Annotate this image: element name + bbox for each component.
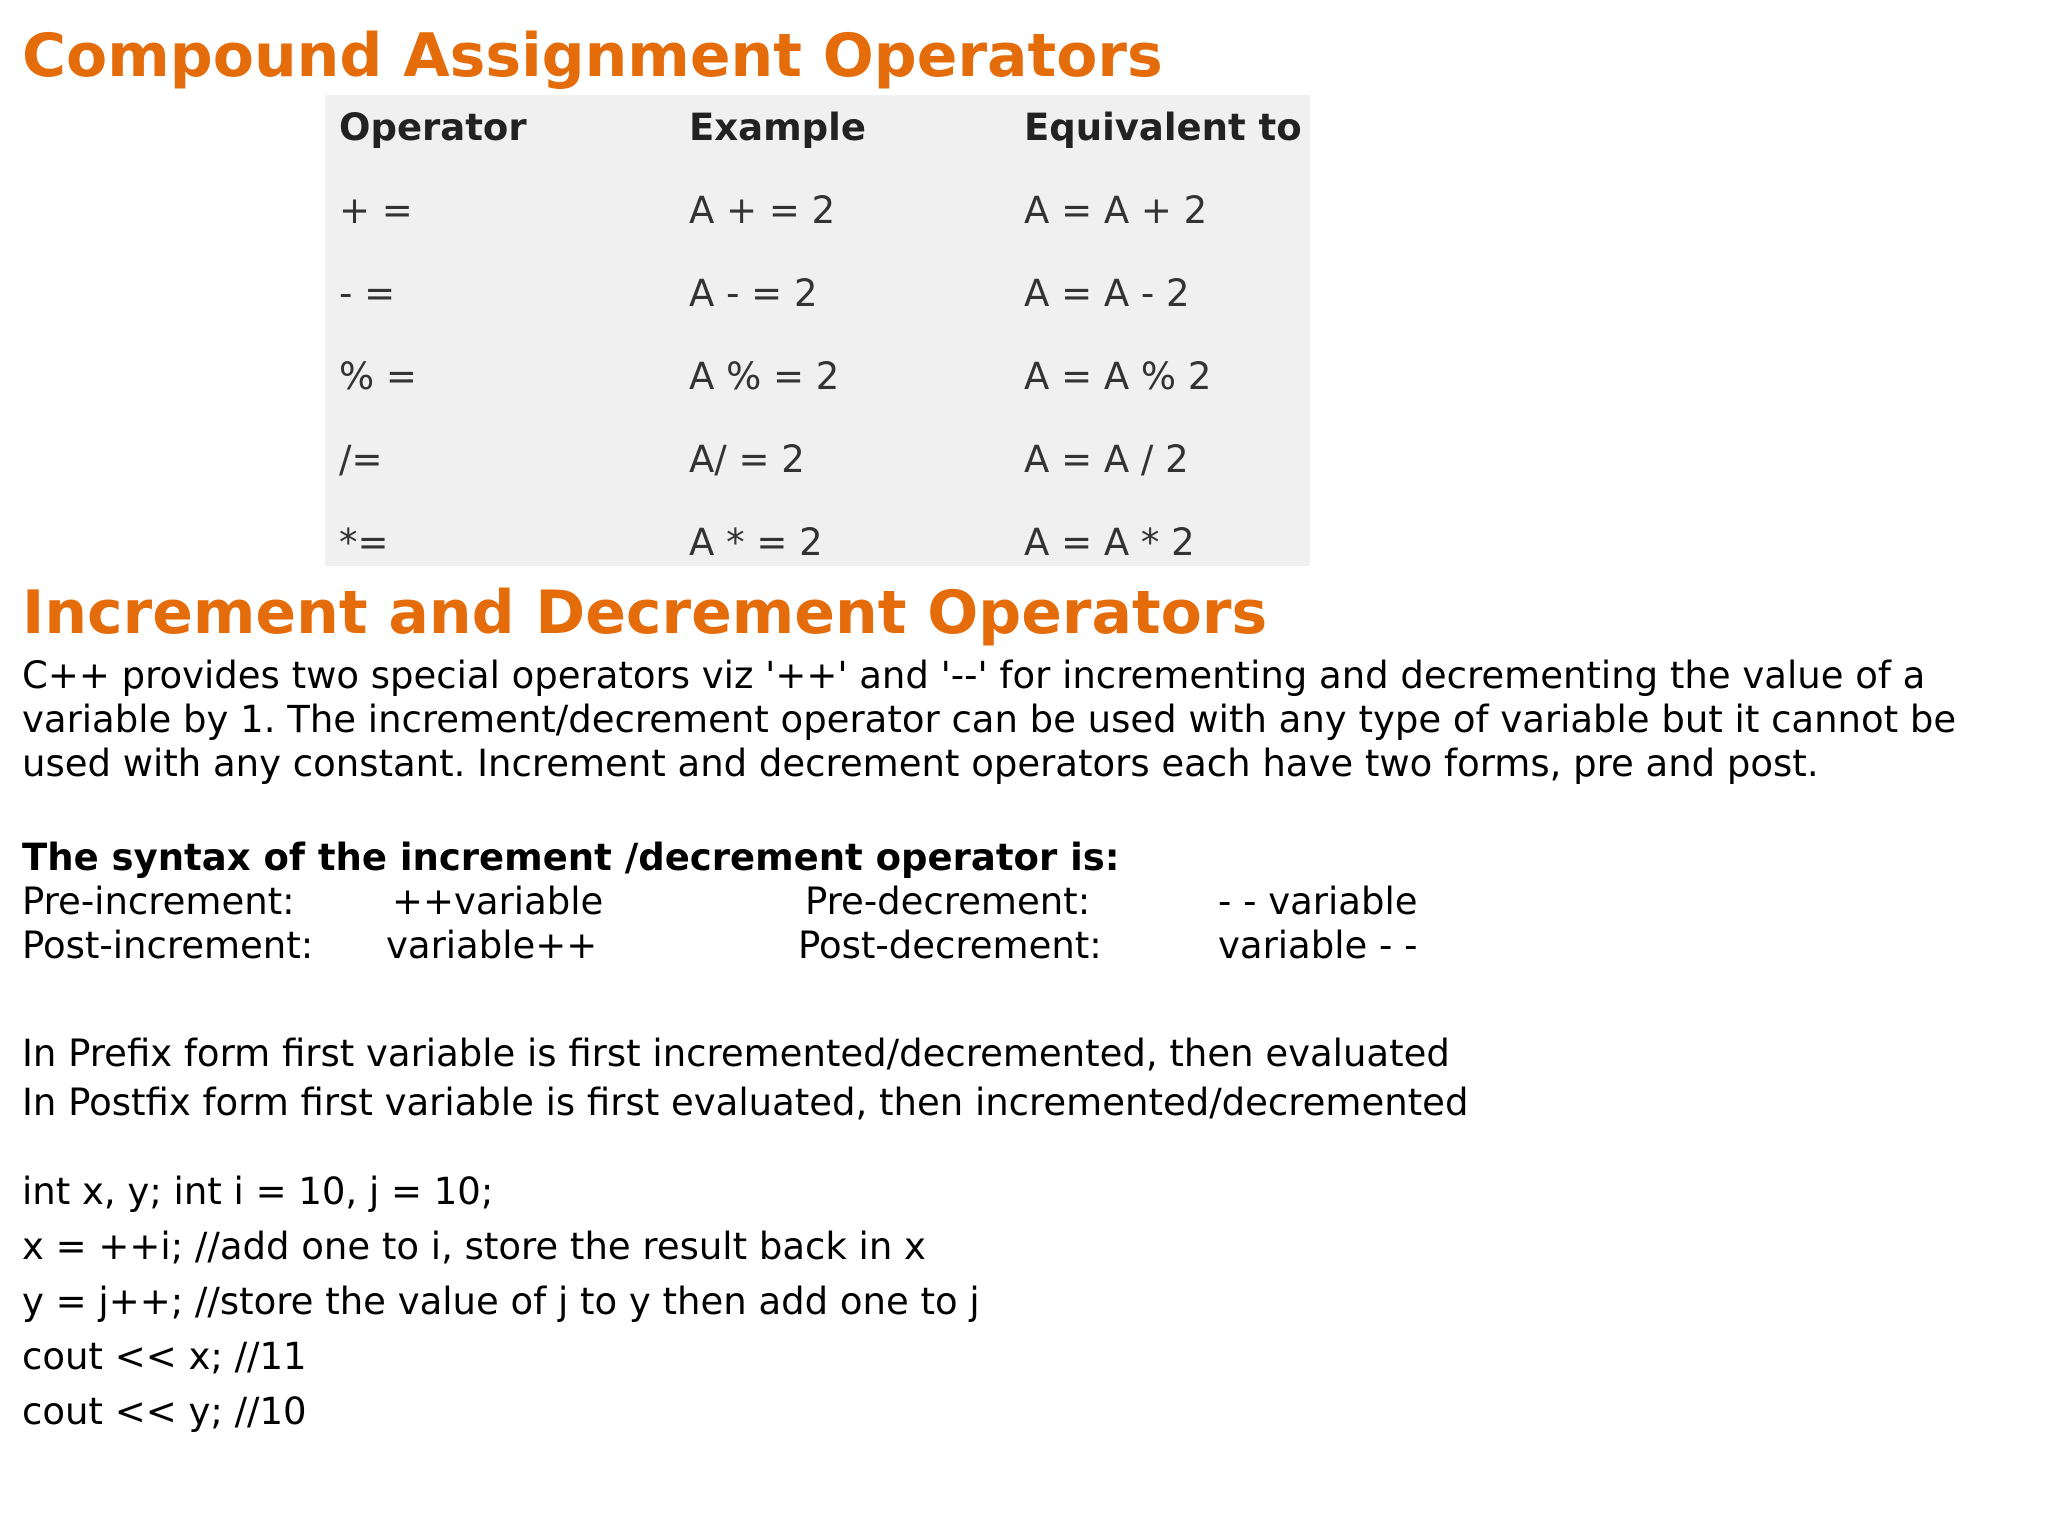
post-decrement-value: variable - - bbox=[1218, 924, 1418, 967]
table-header-example: Example bbox=[689, 106, 866, 149]
code-line: cout << x; //11 bbox=[22, 1335, 307, 1378]
table-header-operator: Operator bbox=[339, 106, 527, 149]
table-cell: + = bbox=[339, 189, 413, 232]
table-cell: A = A - 2 bbox=[1024, 272, 1190, 315]
pre-decrement-label: Pre-decrement: bbox=[805, 880, 1091, 923]
table-cell: /= bbox=[339, 438, 383, 481]
operator-table bbox=[325, 95, 1310, 566]
post-decrement-label: Post-decrement: bbox=[798, 924, 1102, 967]
increment-heading: Increment and Decrement Operators bbox=[22, 578, 1268, 648]
table-cell: - = bbox=[339, 272, 396, 315]
postfix-note: In Postfix form first variable is first evaluated, then incremented/decremented bbox=[22, 1081, 1469, 1124]
pre-decrement-value: - - variable bbox=[1218, 880, 1418, 923]
table-cell: % = bbox=[339, 355, 417, 398]
pre-increment-label: Pre-increment: bbox=[22, 880, 295, 923]
table-cell: A/ = 2 bbox=[689, 438, 805, 481]
table-cell: A - = 2 bbox=[689, 272, 818, 315]
prefix-note: In Prefix form first variable is first incremented/decremented, then evaluated bbox=[22, 1032, 1450, 1075]
code-line: cout << y; //10 bbox=[22, 1390, 307, 1433]
syntax-title: The syntax of the increment /decrement operator is: bbox=[22, 836, 1120, 879]
post-increment-label: Post-increment: bbox=[22, 924, 314, 967]
code-line: y = j++; //store the value of j to y then add one to j bbox=[22, 1280, 980, 1323]
intro-paragraph: C++ provides two special operators viz '++' and '--' for incrementing and decrementing the value of a variable by 1. The increment/decrement operator can be used with any type of variable but it cannot be used with any constant. Increment and decrement operators each have two forms, pre and post. bbox=[22, 654, 1957, 785]
table-cell: A + = 2 bbox=[689, 189, 836, 232]
table-cell: A = A % 2 bbox=[1024, 355, 1212, 398]
table-cell: A = A + 2 bbox=[1024, 189, 1208, 232]
table-cell: *= bbox=[339, 521, 389, 564]
post-increment-value: variable++ bbox=[386, 924, 598, 967]
code-line: int x, y; int i = 10, j = 10; bbox=[22, 1170, 494, 1213]
table-header-equivalent: Equivalent to bbox=[1024, 106, 1302, 149]
table-cell: A = A * 2 bbox=[1024, 521, 1195, 564]
table-cell: A = A / 2 bbox=[1024, 438, 1189, 481]
table-cell: A % = 2 bbox=[689, 355, 840, 398]
code-line: x = ++i; //add one to i, store the result back in x bbox=[22, 1225, 926, 1268]
table-cell: A * = 2 bbox=[689, 521, 823, 564]
pre-increment-value: ++variable bbox=[392, 880, 604, 923]
compound-heading: Compound Assignment Operators bbox=[22, 21, 1163, 91]
